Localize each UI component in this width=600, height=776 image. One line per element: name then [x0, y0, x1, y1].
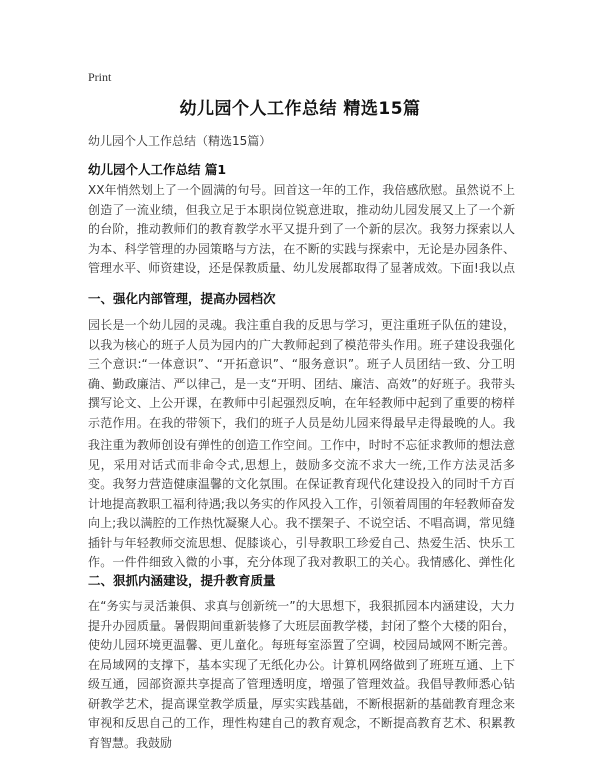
page-title: 幼儿园个人工作总结 精选15篇: [179, 99, 421, 119]
section1-paragraph-2: 我注重为教师创设有弹性的创造工作空间。工作中，时时不忘征求教师的想法意见，采用对话式而非命令式,思想上，鼓励多交流不求大一统,工作方法灵活多变。我努力营造健康温馨的文化氛围。在保证教育现代化建设投入的同时千方百计地提高教职工福利待遇;我以务实的作风投入工作，引领着周围的年轻教师奋发向上;我以满腔的工作热忱凝聚人心。我不摆架子、不说空话、不唱高调，常见缝插针与年轻教师交流思想、促膝谈心，引导教职工珍爱自己、热爱生活、快乐工作。一件件细致入微的小事，充分体现了我对教职工的关心。我情感化、弹性化: [88, 438, 515, 569]
document-subtitle: 幼儿园个人工作总结（精选15篇）: [88, 134, 272, 148]
intro-paragraph: XX年悄然划上了一个圆满的句号。回首这一年的工作，我倍感欣慰。虽然说不上创造了一流业绩，但我立足于本职岗位锐意进取，推动幼儿园发展又上了一个新的台阶，推动教师们的教育教学水平又提升到了一个新的层次。我努力探索以人为本、科学管理的办园策略与方法，在不断的实践与探索中，无论是办园条件、管理水平、师资建设，还是保教质量、幼儿发展都取得了显著成效。下面!我以点: [88, 183, 515, 275]
article-heading: 幼儿园个人工作总结 篇1: [88, 162, 227, 177]
print-link[interactable]: Print: [88, 70, 112, 84]
section-heading-1: 一、强化内部管理，提高办园档次: [88, 291, 276, 306]
section1-paragraph-1: 园长是一个幼儿园的灵魂。我注重自我的反思与学习，更注重班子队伍的建设，以我为核心的班子人员为园内的广大教师起到了模范带头作用。班子建设我强化三个意识:“一体意识”、“开拓意识”、“服务意识”。班子人员团结一致、分工明确、勤政廉洁、严以律己，是一支“开明、团结、廉洁、高效”的好班子。我带头撰写论文、上公开课，在教师中引起强烈反响，在年轻教师中起到了重要的榜样示范作用。在我的带领下，我们的班子人员是幼儿园来得最早走得最晚的人。我: [88, 318, 515, 430]
section-heading-2: 二、狠抓内涵建设，提升教育质量: [88, 573, 276, 588]
section2-paragraph-1: 在“务实与灵活兼俱、求真与创新统一”的大思想下，我狠抓园本内涵建设，大力提升办园质量。暑假期间重新装修了大班层面教学楼，封闭了整个大楼的阳台，使幼儿园环境更温馨、更儿童化。每班每室添置了空调，校园局域网不断完善。在局域网的支撑下，基本实现了无纸化办公。计算机网络做到了班班互通、上下级互通，园部资源共享提高了管理透明度，增强了管理效益。我倡导教师悉心钻研教学艺术，提高课堂教学质量，厚实实践基础，不断根据新的基础教育理念来审视和反思自己的工作，理性构建自己的教育观念，不断提高教育艺术、积累教育智慧。我鼓励: [88, 599, 515, 750]
